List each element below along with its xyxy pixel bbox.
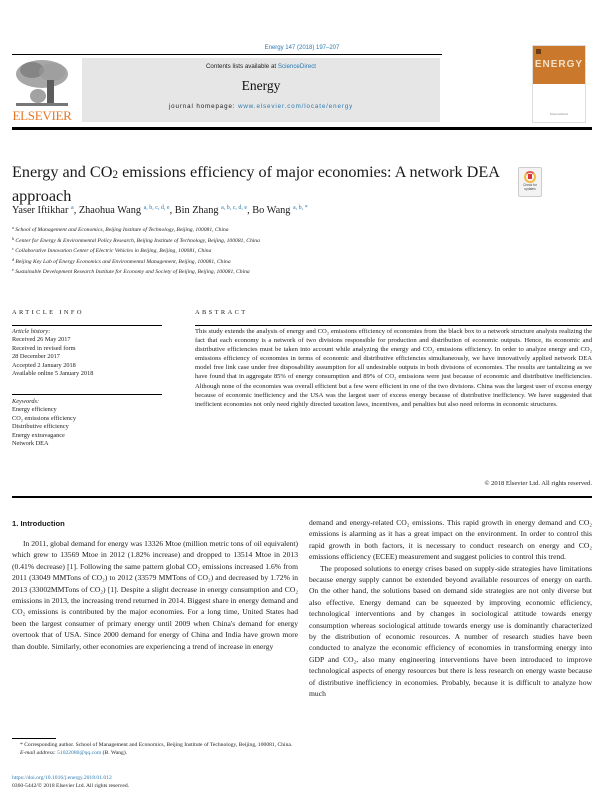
abstract-copyright: © 2018 Elsevier Ltd. All rights reserved. xyxy=(484,480,592,487)
article-info-heading: ARTICLE INFO xyxy=(12,309,84,316)
header-rule-bottom xyxy=(12,127,592,130)
affiliation-list xyxy=(12,224,592,277)
check-label-line1: Check for xyxy=(523,183,537,187)
title-text-1: Energy and CO xyxy=(12,163,113,181)
article-title xyxy=(12,162,512,207)
affiliation-text: Center for Energy & Environmental Policy Research, Beijing Institute of Technology, Beijing, 100081, China xyxy=(15,237,260,244)
check-label-line2: updates xyxy=(524,186,536,191)
author-name[interactable]: Zhaohua Wang xyxy=(78,205,142,216)
history-item: Accepted 2 January 2018 xyxy=(12,361,76,369)
footnote-rule xyxy=(12,738,56,739)
author-affiliation-marks[interactable]: a, b, * xyxy=(293,205,308,211)
cover-title: ENERGY xyxy=(534,59,584,70)
affiliation-text: Collaborative Innovation Center of Electric Vehicles in Beijing, Beijing, 100081, China xyxy=(15,248,212,255)
body-paragraph: In 2011, global demand for energy was 13326 Mtoe (million metric tons of oil equivalent) which grew to 13569 Mtoe in 2012 (1.82% increase) and dropped to 13514 Mtoe in 2013 (0.41% decrease) [1]. Following the same pattern global CO₂ emissions increased 1.6% from 2011 (33049 MMTons of CO₂) to 2012 (33579 MMTons of CO₂) and decreased by 1.72% in 2013 (33002MMTons of CO₂) [1]. Despite a slight decrease in energy consumption and CO₂ emissions in 2013, the increasing trend returned in 2014. Biggest share in energy demand and CO₂ emissions is contributed by the major economies. For a long time, United States had been the largest consumer of primary energy until 2009 when China's demand for energy overtook that of USA. Since 2000 demand for energy of China and India have grown more than double. Similarly, other economies are experiencing a trend of increase in energy xyxy=(12,539,298,651)
front-matter-rule xyxy=(12,496,592,498)
history-item: Received 26 May 2017 xyxy=(12,336,71,344)
author-affiliation-marks[interactable]: a xyxy=(71,205,74,211)
affiliation-item xyxy=(12,256,592,267)
sciencedirect-link[interactable]: ScienceDirect xyxy=(277,63,317,70)
keyword-item[interactable]: CO₂ emissions efficiency xyxy=(12,414,76,422)
doi-block xyxy=(12,774,298,790)
keyword-item[interactable]: Energy efficiency xyxy=(12,406,57,414)
journal-name: Energy xyxy=(241,78,281,93)
check-for-updates-label xyxy=(519,184,541,191)
cover-banner xyxy=(533,46,585,84)
elsevier-tree-icon xyxy=(14,58,70,108)
title-subscript: 2 xyxy=(112,169,119,181)
elsevier-logo[interactable] xyxy=(12,58,72,124)
cover-footer: ScienceDirect xyxy=(549,112,569,116)
affiliation-item xyxy=(12,224,592,235)
author-name[interactable]: Bo Wang xyxy=(252,205,291,216)
author-name[interactable]: Yaser Iftikhar xyxy=(12,205,69,216)
keyword-item[interactable]: Energy extravagance xyxy=(12,431,65,439)
abstract-rule xyxy=(195,325,592,326)
check-for-updates-icon xyxy=(524,171,536,183)
email-suffix: (B. Wang). xyxy=(101,749,128,756)
affiliation-text: School of Management and Economics, Beijing Institute of Technology, Beijing, 100081, China xyxy=(15,227,229,233)
affiliation-key: b xyxy=(12,235,14,241)
contents-line xyxy=(82,63,440,70)
author-affiliation-marks[interactable]: a, b, c, d, e xyxy=(221,205,248,211)
doi-link[interactable]: https://doi.org/10.1016/j.energy.2018.01.012 xyxy=(12,775,112,781)
footnote-marker: * xyxy=(20,742,23,748)
journal-citation[interactable]: Energy 147 (2018) 197–207 xyxy=(264,45,340,51)
homepage-link[interactable]: www.elsevier.com/locate/energy xyxy=(238,103,354,110)
body-column-left xyxy=(12,538,298,652)
journal-header-box xyxy=(82,58,440,122)
history-label: Article history: xyxy=(12,328,51,335)
journal-cover-thumbnail[interactable] xyxy=(532,45,586,123)
history-item: Available online 5 January 2018 xyxy=(12,370,94,378)
corresponding-author-footnote xyxy=(12,742,298,757)
affiliation-text: Sustainable Development Research Institute for Economy and Society of Beijing, Beijing, 100081, China xyxy=(15,269,250,276)
abstract-text: This study extends the analysis of energy and CO₂ emissions efficiency of economies from the black box to a network structure analysis realizing the fact that each economy is a network of two divisions responsible for production and distribution of economic outputs. Hence, its economic and distributive efficiencies must be taken into account while analyzing the energy and CO₂ emissions efficiency. In order to analyze energy and CO₂ emissions efficiency of economies in terms of economic and distributive efficiencies simultaneously, we have innovatively applied network DEA model free link case under free disposability assumption for all undesirable outputs in both divisions of economies. The results are tantalizing as we have found that in aggregate 85% of energy consumption and 89% of CO₂ emissions were just because of economic and distributive inefficiencies. Although none of the economies was overall efficient but a few were efficient in one of the two divisions. China was the largest user of excess energy because of economic inefficiency and the USA was the largest user of excess energy because of distributive inefficiency. We have suggested that inefficient economies not only need rightly directed taxation laws, incentives, and penalties but also need reforms in economic structures. xyxy=(195,328,592,408)
body-paragraph: The proposed solutions to energy crises based on supply-side strategies have limitations because energy supply cannot be extended beyond available resources of energy on earth. On the other hand, the solutions based on demand side strategies are not only diverse but also effective. Energy demand can be squeezed by improving economic efficiency, technological interventions and by changes in sociological attitude towards energy consumption whereas sociological attitude towards energy use is dominantly characterized by the distribution of economic resources. A number of research studies have been conducted to analyze the economic efficiency of economies in transforming energy into GDP and CO₂, also many engineering interventions have been introduced to improve technological aspects of energy resources but there is less research on energy waste because of distributive inefficiency in economies. Probably, because it is difficult to analyze how much xyxy=(309,563,592,699)
affiliation-key: a xyxy=(12,225,14,230)
footnote-text: Corresponding author. School of Management and Economics, Beijing Institute of Technology, Beijing, 100081, China. xyxy=(22,742,293,748)
affiliation-key: e xyxy=(12,267,14,273)
cover-publisher-icon xyxy=(536,49,541,54)
homepage-prefix: journal homepage: xyxy=(168,103,239,110)
section-heading-introduction: 1. Introduction xyxy=(12,519,65,528)
abstract-heading: ABSTRACT xyxy=(195,309,248,316)
affiliation-text: Beijing Key Lab of Energy Economics and Environmental Management, Beijing, 100081, China xyxy=(15,258,231,265)
affiliation-key: d xyxy=(12,256,14,262)
homepage-line xyxy=(82,103,440,110)
body-paragraph: demand and energy-related CO₂ emissions. This rapid growth in energy demand and CO₂ emissions is alarming as it has a great impact on the environment. In order to control this rapid growth in both factors, it is necessary to conduct research on energy and CO₂ emissions efficiency (ECEE) measurement and suggest policies to control this trend. xyxy=(309,518,592,562)
author-affiliation-marks[interactable]: a, b, c, d, e xyxy=(143,205,170,211)
affiliation-key: c xyxy=(12,246,14,252)
history-item: 28 December 2017 xyxy=(12,353,60,361)
history-item: Received in revised form xyxy=(12,344,76,352)
affiliation-item xyxy=(12,266,592,277)
keyword-item[interactable]: Distributive efficiency xyxy=(12,423,69,431)
email-label: E-mail address: xyxy=(20,749,58,756)
author-name[interactable]: Bin Zhang xyxy=(174,205,219,216)
issn-line: 0360-5442/© 2018 Elsevier Ltd. All rights reserved. xyxy=(12,783,130,789)
affiliation-item xyxy=(12,235,592,246)
title-text-2: emissions efficiency of major economies: A network DEA approach xyxy=(12,163,500,205)
affiliation-item xyxy=(12,245,592,256)
body-column-right xyxy=(309,517,592,700)
check-for-updates-button[interactable] xyxy=(518,167,542,197)
email-link[interactable]: 51022080@qq.com xyxy=(57,749,102,756)
article-history xyxy=(12,328,172,378)
header-rule-top xyxy=(12,54,442,55)
keywords xyxy=(12,398,172,448)
article-info-rule xyxy=(12,325,162,326)
contents-prefix: Contents lists available at xyxy=(205,63,278,70)
keywords-rule xyxy=(12,394,162,395)
keyword-item[interactable]: Network DEA xyxy=(12,440,49,448)
keywords-label: Keywords: xyxy=(12,398,40,405)
elsevier-wordmark: ELSEVIER xyxy=(12,108,72,123)
author-list: Yaser Iftikhar $^a$, Zhaohua Wang $^{a, b, c, d, e}$, Bin Zhang $^{a, b, c, d, e}$, Bo Wang $^{a, b, *}$ xyxy=(12,205,308,216)
